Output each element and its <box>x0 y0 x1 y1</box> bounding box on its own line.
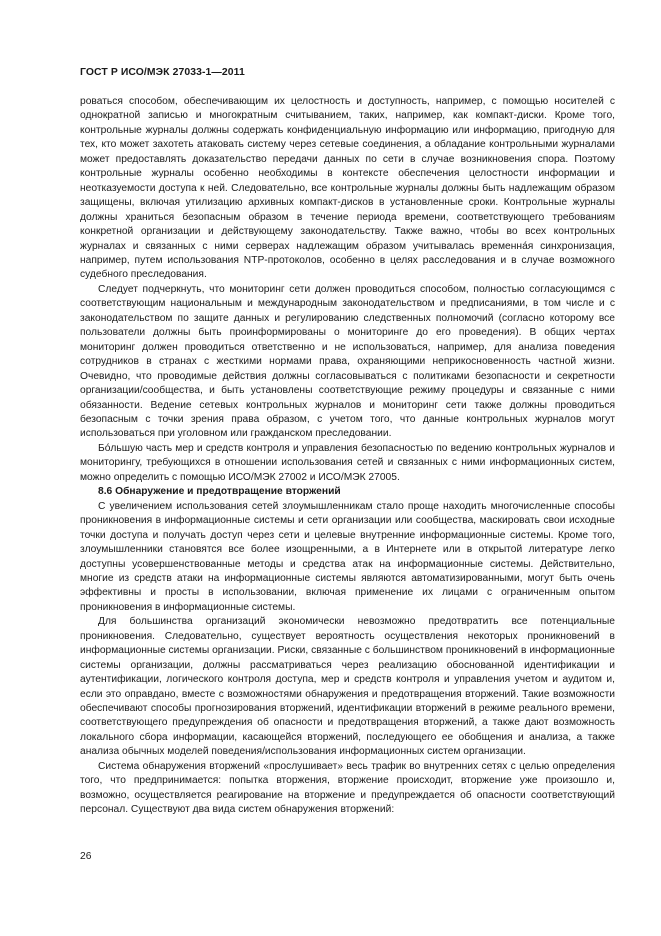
paragraph-intrusion-methods: С увеличением использования сетей злоумышленникам стало проще находить многочисленные способы проникновения в информационные системы и сети организации или сообщества, маскировать свои исходные точки доступа и получать доступ через сети и целевые внутренние информационные системы. Кроме того, злоумышленники становятся все более изощренными, а в Интернете или в открытой литературе легко доступны усовершенствованные методы и средства атак на информационные системы. Действительно, многие из средств атаки на информационные системы являются автоматизированными, могут быть очень эффективны и просты в использовании, включая применение их лицами с ограниченным опытом проникновения в информационные системы. <box>80 500 615 613</box>
section-heading-8-6: 8.6 Обнаружение и предотвращение вторжений <box>98 486 341 498</box>
document-body <box>80 95 615 818</box>
document-header: ГОСТ Р ИСО/МЭК 27033-1—2011 <box>80 67 245 78</box>
page-number: 26 <box>80 851 92 862</box>
paragraph-ids-description: Система обнаружения вторжений «прослушивает» весь трафик во внутренних сетях с целью определения того, что предпринимается: попытка вторжения, вторжение происходит, вторжение уже произошло и, возможно, осуществляется реагирование на вторжение и предупреждается об опасности соответствующий персонал. Существуют два вида систем обнаружения вторжений: <box>80 760 615 816</box>
paragraph-controls-reference: Бо́льшую часть мер и средств контроля и управления безопасностью по ведению контрольных журналов и мониторингу, требующихся в отношении использования сетей и связанных с ними информационных систем, можно определить с помощью ИСО/МЭК 27002 и ИСО/МЭК 27005. <box>80 442 615 483</box>
paragraph-intrusion-risks: Для большинства организаций экономически невозможно предотвратить все потенциальные проникновения. Следовательно, существует вероятность осуществления некоторых проникновений в информационные системы организации. Риски, связанные с большинством проникновений в информационные системы организации, должны рассматриваться через реализацию обоснованной идентификации и аутентификации, логического контроля доступа, мер и средств контроля и управления учетом и аудитом и, если это оправдано, вместе с возможностями обнаружения и предотвращения вторжений. Такие возможности обеспечивают способы прогнозирования вторжений, идентификации вторжений в режиме реального времени, соответствующего предупреждения об опасности и предотвращения вторжений, а также дают возможность локального сбора информации, касающейся вторжений, последующего ее обобщения и анализа, а также анализа обычных моделей поведения/использования информационных систем организации. <box>80 616 615 758</box>
paragraph-monitoring-legislation: Следует подчеркнуть, что мониторинг сети должен проводиться способом, полностью согласующимся с соответствующим национальным и международным законодательством и предписаниями, в том числе и с законодательством по защите данных и регулированию следственных полномочий (согласно которому все пользователи должны быть проинформированы о мониторинге до его проведения). В общих чертах мониторинг должен проводиться ответственно и не использоваться, например, для анализа поведения сотрудников в странах с жесткими нормами права, охраняющими неприкосновенность частной жизни. Очевидно, что проводимые действия должны согласовываться с политиками безопасности и секретности организации/сообщества, и быть установлены соответствующие режиму процедуры и связанные с ними обязанности. Ведение сетевых контрольных журналов и мониторинг сети также должны проводиться безопасным с точки зрения права образом, с учетом того, что данные контрольных журналов могут использоваться при уголовном или гражданском преследовании. <box>80 283 615 440</box>
paragraph-audit-logs-continuation: роваться способом, обеспечивающим их целостность и доступность, например, с помощью носителей с однократной записью и многократным считыванием, таких, например, как компакт-диски. Кроме того, контрольные журналы должны содержать конфиденциальную информацию или информацию, пригодную для тех, кто может захотеть атаковать систему через сетевые соединения, а обладание контрольными журналами может предоставлять доказательство передачи данных по сети в случае возникновения спора. Поэтому контрольные журналы особенно необходимы в контексте обеспечения целостности информации и неотказуемости доступа к ней. Следовательно, все контрольные журналы должны быть надлежащим образом защищены, включая утилизацию архивных компакт-дисков в установленные сроки. Контрольные журналы должны храниться безопасным образом в течение периода времени, соответствующего требованиям конкретной организации и действующему законодательству. Также важно, чтобы во всех контрольных журналах и связанных с ними серверах надлежащим образом учитывалась временна́я синхронизация, например, путем использования NTP-протоколов, особенно в целях расследования и в случае возможного судебного преследования. <box>80 96 615 281</box>
